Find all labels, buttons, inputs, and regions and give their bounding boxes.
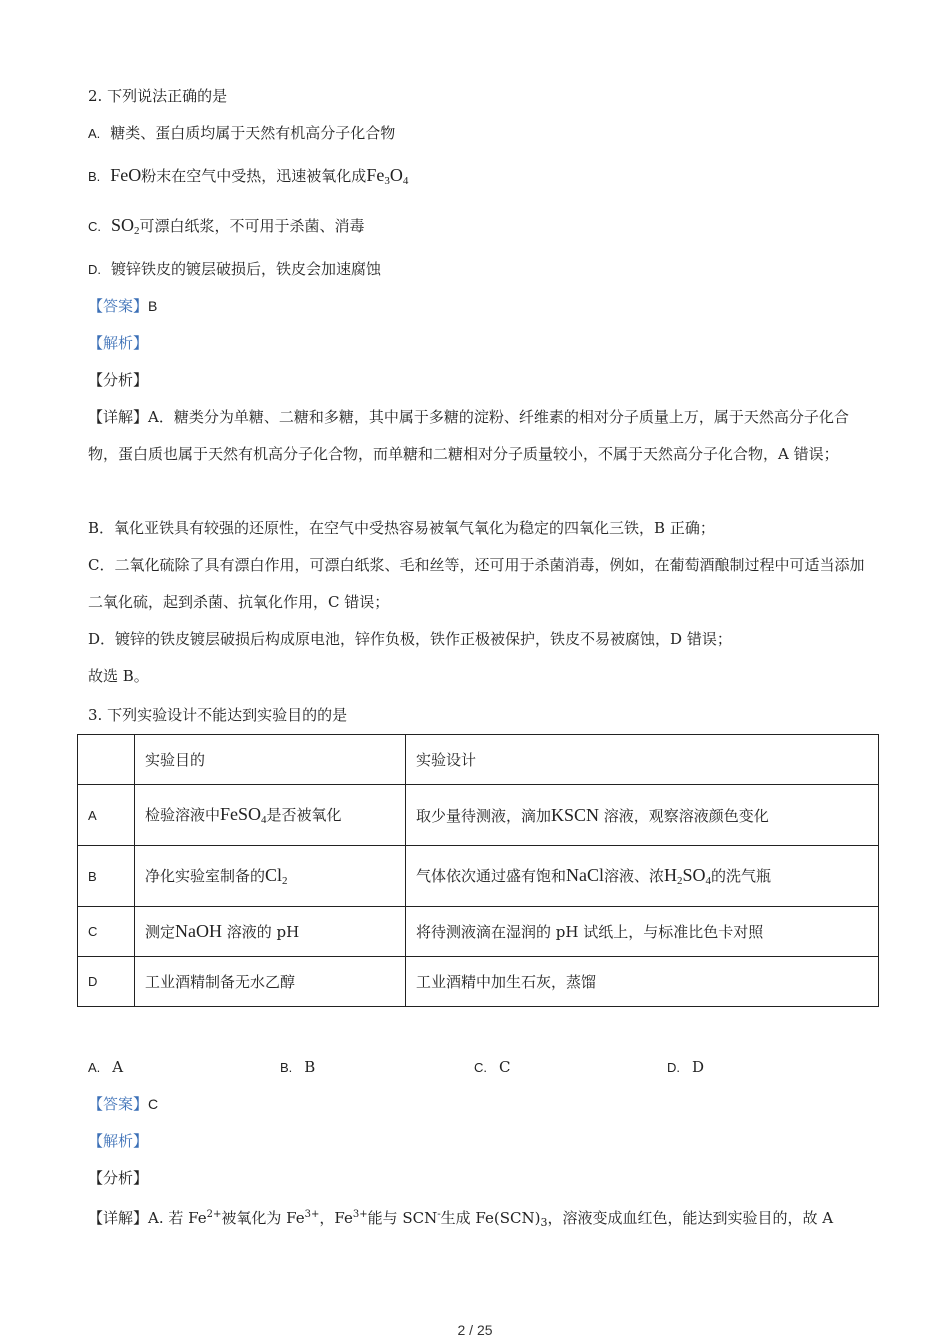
choice-c: C. C bbox=[474, 1058, 511, 1076]
q2-option-a bbox=[88, 123, 395, 144]
q3-analysis-tag: 【解析】 bbox=[88, 1132, 149, 1150]
formula-fe3o4: $Fe_3O_4$ bbox=[366, 165, 409, 187]
option-label: B. bbox=[88, 169, 101, 184]
row-purpose: 检验溶液中FeSO$_4$是否被氧化 bbox=[135, 785, 406, 846]
row-label: B bbox=[78, 846, 135, 907]
q3-stem: 3. 下列实验设计不能达到实验目的的是 bbox=[88, 706, 348, 724]
row-label: A bbox=[78, 785, 135, 846]
option-label: C. bbox=[88, 219, 101, 234]
page-number: 2 / 25 bbox=[457, 1322, 493, 1338]
choice-b: B. B bbox=[280, 1058, 316, 1076]
table-header-row bbox=[78, 735, 879, 785]
header-purpose: 实验目的 bbox=[135, 735, 406, 785]
q2-detail-c: C．二氧化硫除了具有漂白作用，可漂白纸浆、毛和丝等，还可用于杀菌消毒，例如，在葡萄酒酿制过程中可适当添加二氧化硫，起到杀菌、抗氧化作用，C 错误； bbox=[88, 556, 865, 611]
row-design: 气体依次通过盛有饱和NaCl溶液、浓$H_2SO_4$的洗气瓶 bbox=[406, 846, 879, 907]
q3-answer bbox=[88, 1094, 158, 1114]
detail-tag: 【详解】 bbox=[88, 408, 149, 426]
q2-option-d bbox=[88, 259, 381, 280]
option-text: 糖类、蛋白质均属于天然有机高分子化合物 bbox=[110, 124, 396, 142]
row-purpose: 净化实验室制备的$Cl_2$ bbox=[135, 846, 406, 907]
q2-answer bbox=[88, 296, 157, 316]
answer-value: C bbox=[148, 1096, 159, 1112]
experiment-table bbox=[77, 734, 879, 1007]
q2-fenxi-tag: 【分析】 bbox=[88, 371, 149, 389]
detail-tag: 【详解】 bbox=[88, 1209, 149, 1227]
table-row bbox=[78, 785, 879, 846]
choice-d: D. D bbox=[667, 1058, 705, 1076]
option-text: 镀锌铁皮的镀层破损后，铁皮会加速腐蚀 bbox=[111, 260, 382, 278]
option-text: 可漂白纸浆，不可用于杀菌、消毒 bbox=[139, 217, 365, 235]
choice-a: A. A bbox=[88, 1058, 124, 1076]
q2-analysis-tag: 【解析】 bbox=[88, 334, 149, 352]
answer-tag: 【答案】 bbox=[88, 297, 149, 315]
table-row bbox=[78, 957, 879, 1007]
answer-tag: 【答案】 bbox=[88, 1095, 149, 1113]
row-label: D bbox=[78, 957, 135, 1007]
table-row bbox=[78, 907, 879, 957]
option-text: 粉末在空气中受热，迅速被氧化成 bbox=[141, 167, 367, 185]
detail-text: A．糖类分为单糖、二糖和多糖，其中属于多糖的淀粉、纤维素的相对分子质量上万，属于天然高分子化合物，蛋白质也属于天然有机高分子化合物，而单糖和二糖相对分子质量较小，不属于天然高分子化合物，A 错误； bbox=[88, 408, 849, 463]
table-row bbox=[78, 846, 879, 907]
q2-stem: 2. 下列说法正确的是 bbox=[88, 87, 228, 105]
q3-detail: 【详解】A. 若 $Fe^{2+}$被氧化为 $Fe^{3+}$，$Fe^{3+}$能与 SCN-生成 $Fe(SCN)_3$，溶液变成血红色，能达到实验目的，故 A bbox=[88, 1209, 834, 1229]
row-purpose: 测定NaOH 溶液的 pH bbox=[135, 907, 406, 957]
q2-option-c bbox=[88, 215, 365, 241]
option-label: A. bbox=[88, 126, 101, 141]
q2-detail-b: B．氧化亚铁具有较强的还原性，在空气中受热容易被氧气氧化为稳定的四氧化三铁，B 正确； bbox=[88, 519, 715, 537]
row-design: 将待测液滴在湿润的 pH 试纸上，与标准比色卡对照 bbox=[406, 907, 879, 957]
row-design: 取少量待测液，滴加KSCN 溶液，观察溶液颜色变化 bbox=[406, 785, 879, 846]
row-design: 工业酒精中加生石灰，蒸馏 bbox=[406, 957, 879, 1007]
q2-option-b bbox=[88, 165, 408, 191]
q2-detail-d: D．镀锌的铁皮镀层破损后构成原电池，锌作负极，铁作正极被保护，铁皮不易被腐蚀，D 错误； bbox=[88, 630, 732, 648]
q2-conclusion: 故选 B。 bbox=[88, 667, 149, 685]
q2-detail-a bbox=[88, 399, 868, 473]
formula-so2: $SO_2$ bbox=[111, 215, 140, 237]
formula-feo: FeO bbox=[110, 165, 142, 185]
option-label: D. bbox=[88, 262, 101, 277]
header-design: 实验设计 bbox=[406, 735, 879, 785]
answer-value: B bbox=[148, 298, 158, 314]
table-cell bbox=[78, 735, 135, 785]
row-label: C bbox=[78, 907, 135, 957]
q3-fenxi-tag: 【分析】 bbox=[88, 1169, 149, 1187]
row-purpose: 工业酒精制备无水乙醇 bbox=[135, 957, 406, 1007]
